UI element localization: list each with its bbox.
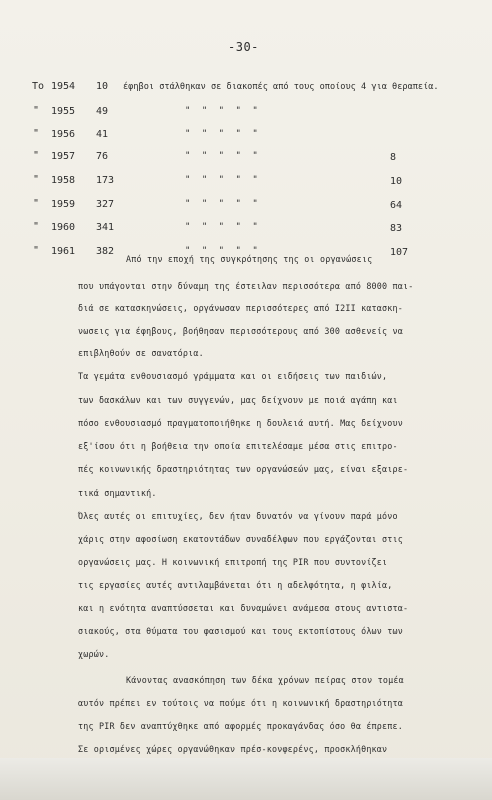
paragraph-line: τικά σημαντική.	[78, 488, 157, 498]
ditto-marks: " " " " "	[185, 151, 258, 161]
ditto-mark: "	[33, 221, 40, 232]
paragraph-line: πόσο ενθουσιασμό πραγματοποιήθηκε η δουλειά αυτή. Μας δείχνουν	[78, 418, 404, 428]
row-count: 327	[96, 199, 115, 210]
row-count: 76	[96, 151, 109, 162]
row-extra: 83	[390, 223, 403, 234]
ditto-marks: " " " " "	[185, 246, 258, 256]
paragraph-line: Κάνοντας ανασκόπηση των δέκα χρόνων πείρας στον τομέα	[126, 675, 404, 685]
ditto-marks: " " " " "	[185, 175, 258, 185]
row-year: 1954	[51, 81, 76, 92]
row-count: 382	[96, 246, 115, 257]
paragraph-line: σιακούς, στα θύματα του φασισμού και τους εκτοπίστους όλων των	[78, 626, 404, 636]
paragraph-line: τις εργασίες αυτές αντιλαμβάνεται ότι η αδελφότητα, η φιλία,	[78, 580, 393, 590]
paragraph-line: Όλες αυτές οι επιτυχίες, δεν ήταν δυνατόν να γίνουν παρά μόνο	[78, 511, 398, 521]
row-prefix: Το	[32, 81, 45, 92]
ditto-marks: " " " " "	[185, 199, 258, 209]
ditto-mark: "	[33, 198, 40, 209]
paragraph-line: διά σε κατασκηνώσεις, οργάνωσαν περισσότερες από I2II κατασκη-	[78, 303, 404, 313]
paragraph-line: εξ'ίσου ότι η βοήθεια την οποία επιτελέσαμε μέσα στις επιτρο-	[78, 441, 398, 451]
row-year: 1960	[51, 222, 76, 233]
paragraph-line: και η ενότητα αναπτύσσεται και δυναμώνει ανάμεσα στους αντιστα-	[78, 603, 409, 613]
paragraph-line: επιβληθούν σε σανατόρια.	[78, 348, 204, 358]
row-year: 1958	[51, 175, 76, 186]
paragraph-line: νωσεις για έφηβους, βοήθησαν περισσότερους από 300 ασθενείς να	[78, 326, 404, 336]
row-year: 1959	[51, 199, 76, 210]
paragraph-line: των δασκάλων και των συγγενών, μας δείχνουν με ποιά αγάπη και	[78, 395, 398, 405]
row-year: 1957	[51, 151, 76, 162]
paragraph-line: Τα γεμάτα ενθουσιασμό γράμματα και οι ειδήσεις των παιδιών,	[78, 371, 388, 381]
page-bottom-shadow	[0, 758, 492, 800]
ditto-marks: " " " " "	[185, 106, 258, 116]
row-year: 1956	[51, 129, 76, 140]
paragraph-line: πές κοινωνικής δραστηριότητας των οργανώσεών μας, είναι εξαιρε-	[78, 464, 409, 474]
row-count: 41	[96, 129, 109, 140]
ditto-mark: "	[33, 245, 40, 256]
ditto-mark: "	[33, 150, 40, 161]
page-number: -30-	[228, 40, 259, 54]
paragraph-line: αυτόν πρέπει εν τούτοις να πούμε ότι η κοινωνική δραστηριότητα	[78, 698, 404, 708]
paragraph-line: Σε ορισμένες χώρες οργανώθηκαν πρέσ-κονφερένς, προσκλήθηκαν	[78, 744, 388, 754]
paragraph-line: οργανώσεις μας. Η κοινωνική επιτροπή της PIR που συντονίζει	[78, 557, 388, 567]
ditto-marks: " " " " "	[185, 129, 258, 139]
row-extra: 10	[390, 176, 403, 187]
row-extra: 8	[390, 152, 397, 163]
paragraph-line: που υπάγονται στην δύναμη της έστειλαν περισσότερα από 8000 παι-	[78, 281, 414, 291]
row-extra: 64	[390, 200, 403, 211]
ditto-mark: "	[33, 174, 40, 185]
row-year: 1961	[51, 246, 76, 257]
ditto-marks: " " " " "	[185, 222, 258, 232]
row-count: 49	[96, 106, 109, 117]
paragraph-line: της PIR δεν αναπτύχθηκε από αφορμές προκαγάνδας όσο θα έπρεπε.	[78, 721, 404, 731]
row-count: 173	[96, 175, 115, 186]
row-text: έφηβοι στάλθηκαν σε διακοπές από τους οποίους 4 για θεραπεία.	[123, 82, 439, 92]
row-count: 341	[96, 222, 115, 233]
paragraph-line: χωρών.	[78, 649, 110, 659]
ditto-mark: "	[33, 105, 40, 116]
paragraph-line: Από την εποχή της συγκρότησης της οι οργανώσεις	[126, 254, 373, 264]
ditto-mark: "	[33, 128, 40, 139]
paragraph-line: χάρις στην αφοσίωση εκατοντάδων συναδέλφων που εργάζονται στις	[78, 534, 404, 544]
row-extra: 107	[390, 247, 409, 258]
row-count: 10	[96, 81, 109, 92]
row-year: 1955	[51, 106, 76, 117]
